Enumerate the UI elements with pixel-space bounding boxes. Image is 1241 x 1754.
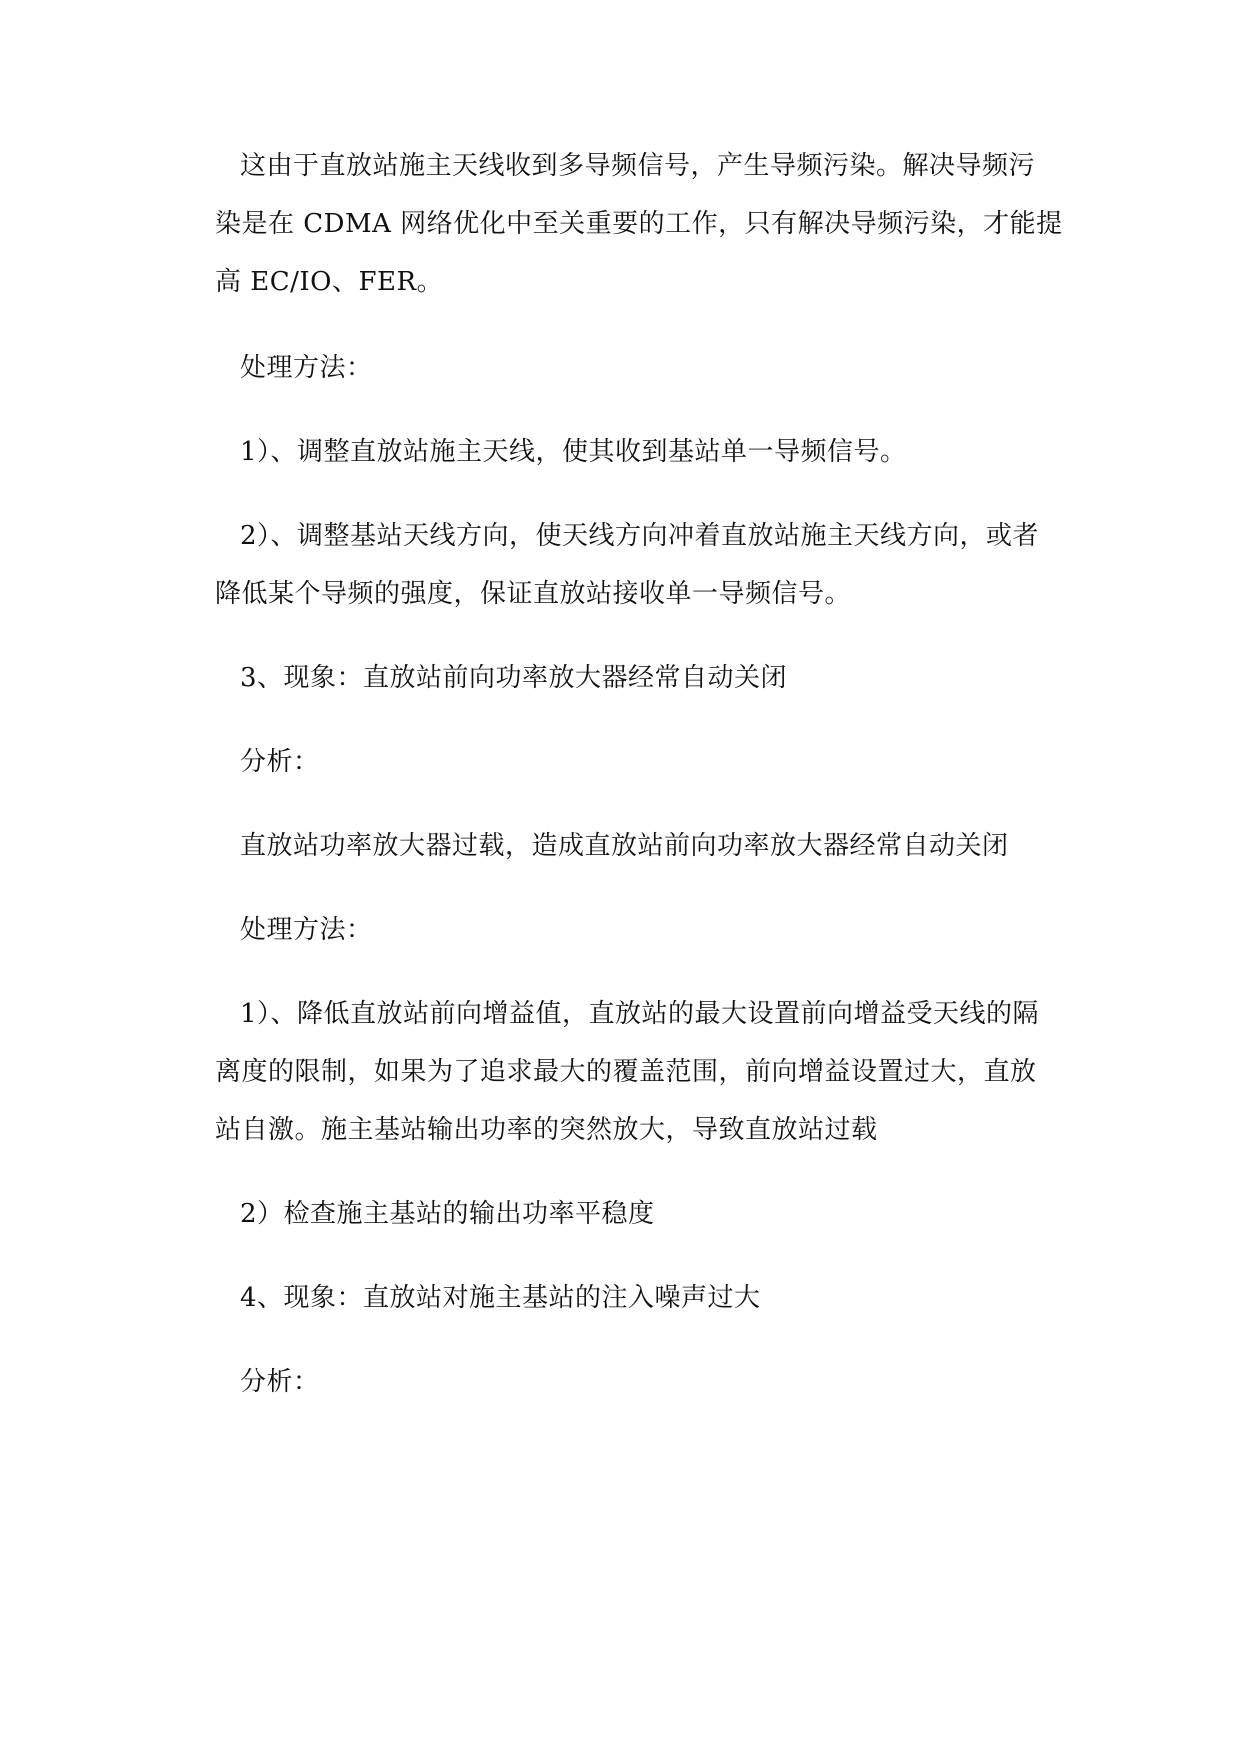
section-heading: 4、现象：直放站对施主基站的注入噪声过大 (240, 1283, 761, 1313)
paragraph-line: 染是在 CDMA 网络优化中至关重要的工作，只有解决导频污染，才能提 (215, 209, 1063, 239)
section-heading: 3、现象：直放站前向功率放大器经常自动关闭 (240, 663, 788, 693)
list-item: 1）、调整直放站施主天线，使其收到基站单一导频信号。 (240, 437, 907, 467)
section-heading: 分析： (240, 747, 320, 777)
section-heading: 处理方法： (240, 915, 373, 945)
section-heading: 分析： (240, 1367, 320, 1397)
paragraph-line: 直放站功率放大器过载，造成直放站前向功率放大器经常自动关闭 (240, 831, 1009, 861)
paragraph-line: 高 EC/IO、FER。 (215, 267, 444, 297)
paragraph-line: 站自激。施主基站输出功率的突然放大，导致直放站过载 (215, 1115, 878, 1145)
list-item: 2）、调整基站天线方向，使天线方向冲着直放站施主天线方向，或者 (240, 521, 1040, 551)
paragraph-line: 这由于直放站施主天线收到多导频信号，产生导频污染。解决导频污 (240, 151, 1036, 181)
list-item: 1）、降低直放站前向增益值，直放站的最大设置前向增益受天线的隔 (240, 999, 1040, 1029)
paragraph-line: 离度的限制，如果为了追求最大的覆盖范围，前向增益设置过大，直放 (215, 1057, 1037, 1087)
section-heading: 处理方法： (240, 353, 373, 383)
paragraph-line: 降低某个导频的强度，保证直放站接收单一导频信号。 (215, 579, 852, 609)
list-item: 2）检查施主基站的输出功率平稳度 (240, 1199, 655, 1229)
